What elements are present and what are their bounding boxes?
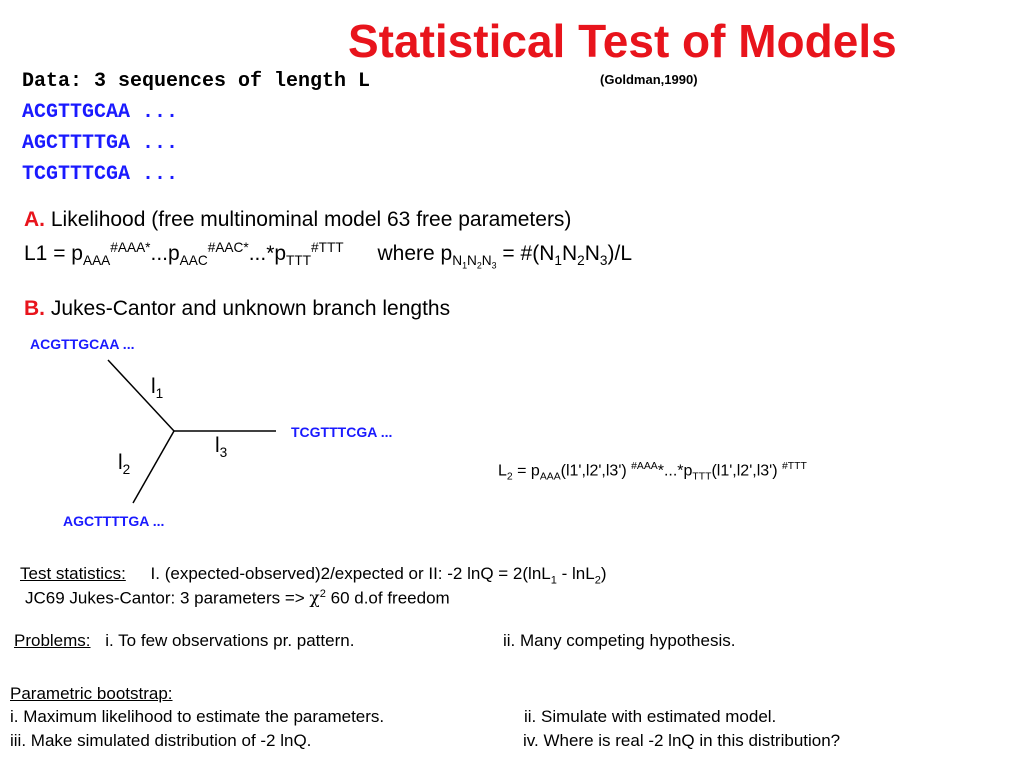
formula-sub: N: [481, 253, 492, 269]
branch-1: [108, 360, 174, 431]
sequence-3: TCGTTTCGA ...: [22, 163, 179, 186]
formula-part: L: [498, 462, 507, 480]
formula-part: *...*p: [657, 462, 693, 480]
citation: (Goldman,1990): [600, 72, 698, 87]
test-statistics-text: I. (expected-observed)2/expected or II: -2 lnQ = 2(lnL: [150, 564, 551, 583]
formula-part: (l1',l2',l3'): [560, 462, 632, 480]
jc69-text: 60 d.of freedom: [325, 588, 450, 608]
problems-label: Problems:: [14, 631, 91, 650]
problem-2: ii. Many competing hypothesis.: [503, 631, 736, 650]
sequence-2: AGCTTTTGA ...: [22, 132, 179, 155]
bootstrap-step-1: i. Maximum likelihood to estimate the parameters.: [10, 707, 385, 726]
formula-sub: 1: [462, 260, 467, 271]
section-b-label: B.: [24, 297, 45, 320]
formula-part: ...p: [150, 242, 180, 265]
formula-sub: N: [452, 253, 463, 269]
formula-sub: 2: [476, 260, 482, 271]
formula-part: L1 = p: [24, 242, 83, 265]
formula-sub: AAC: [179, 253, 208, 269]
branch-label-sub: 3: [219, 445, 228, 461]
section-a-text: Likelihood (free multinominal model 63 free parameters): [50, 208, 572, 231]
bootstrap-step-3: iii. Make simulated distribution of -2 lnQ.: [10, 731, 312, 750]
branch-label-l2: [118, 451, 130, 477]
bootstrap-step-2: ii. Simulate with estimated model.: [524, 707, 777, 726]
formula-sup: #TTT: [311, 240, 344, 255]
formula-sub: 2: [577, 253, 585, 269]
section-a-label: A.: [24, 208, 45, 231]
jc69-line: [25, 588, 450, 609]
tree-leaf-right: TCGTTTCGA ...: [291, 424, 393, 440]
tree-leaf-bottom: AGCTTTTGA ...: [63, 513, 165, 529]
formula-sup: 2: [319, 588, 326, 600]
formula-sub: 3: [599, 253, 608, 269]
formula-sub: N: [467, 253, 477, 269]
formula-part: - lnL: [556, 564, 595, 583]
formula-sub: TTT: [692, 471, 712, 483]
formula-part: where p: [377, 242, 453, 265]
formula-sub: 2: [506, 471, 513, 483]
formula-sup: #AAA: [631, 461, 658, 472]
bootstrap-step-4: iv. Where is real -2 lnQ in this distribution?: [523, 731, 841, 750]
section-b-text: Jukes-Cantor and unknown branch lengths: [50, 297, 451, 320]
formula-sub: 3: [491, 260, 497, 271]
branch-label-l1: [151, 375, 163, 401]
jc69-text: JC69 Jukes-Cantor: 3 parameters =>: [25, 588, 310, 608]
test-statistics-label: Test statistics:: [20, 564, 126, 583]
branch-label-l3: [215, 434, 227, 460]
chi-symbol: χ: [309, 588, 320, 609]
formula-sub: AAA: [82, 253, 111, 269]
formula-part: = #(N: [496, 242, 555, 265]
tree-leaf-top: ACGTTGCAA ...: [30, 336, 135, 352]
formula-part: ): [600, 564, 607, 583]
branch-label-text: l: [151, 375, 156, 398]
formula-sup: #AAA*: [110, 240, 151, 255]
formula-part: )/L: [607, 242, 633, 265]
formula-sub: 2: [594, 574, 601, 587]
formula-sub: 1: [550, 574, 557, 587]
test-statistics-line: [20, 564, 607, 586]
formula-part: N: [584, 242, 600, 265]
formula-part: = p: [512, 462, 540, 480]
formula-sub: 1: [554, 253, 562, 269]
branch-2: [133, 431, 174, 503]
branch-label-sub: 2: [122, 462, 131, 478]
formula-sub: AAA: [539, 471, 561, 483]
branch-label-text: l: [118, 451, 123, 474]
branch-label-text: l: [215, 434, 220, 457]
bootstrap-label: Parametric bootstrap:: [10, 684, 173, 703]
problems-line: [14, 631, 354, 651]
sequence-1: ACGTTGCAA ...: [22, 101, 179, 124]
formula-sup: #TTT: [781, 461, 807, 472]
formula-sup: #AAC*: [207, 240, 249, 255]
formula-part: ...*p: [248, 242, 287, 265]
problem-1: i. To few observations pr. pattern.: [105, 631, 355, 650]
slide-title: Statistical Test of Models: [348, 15, 897, 67]
data-header: Data: 3 sequences of length L: [22, 70, 371, 93]
l2-formula: [498, 461, 807, 483]
formula-part: (l1',l2',l3'): [711, 462, 782, 480]
branch-label-sub: 1: [155, 386, 164, 402]
formula-part: N: [561, 242, 578, 265]
formula-sub: TTT: [286, 253, 312, 269]
